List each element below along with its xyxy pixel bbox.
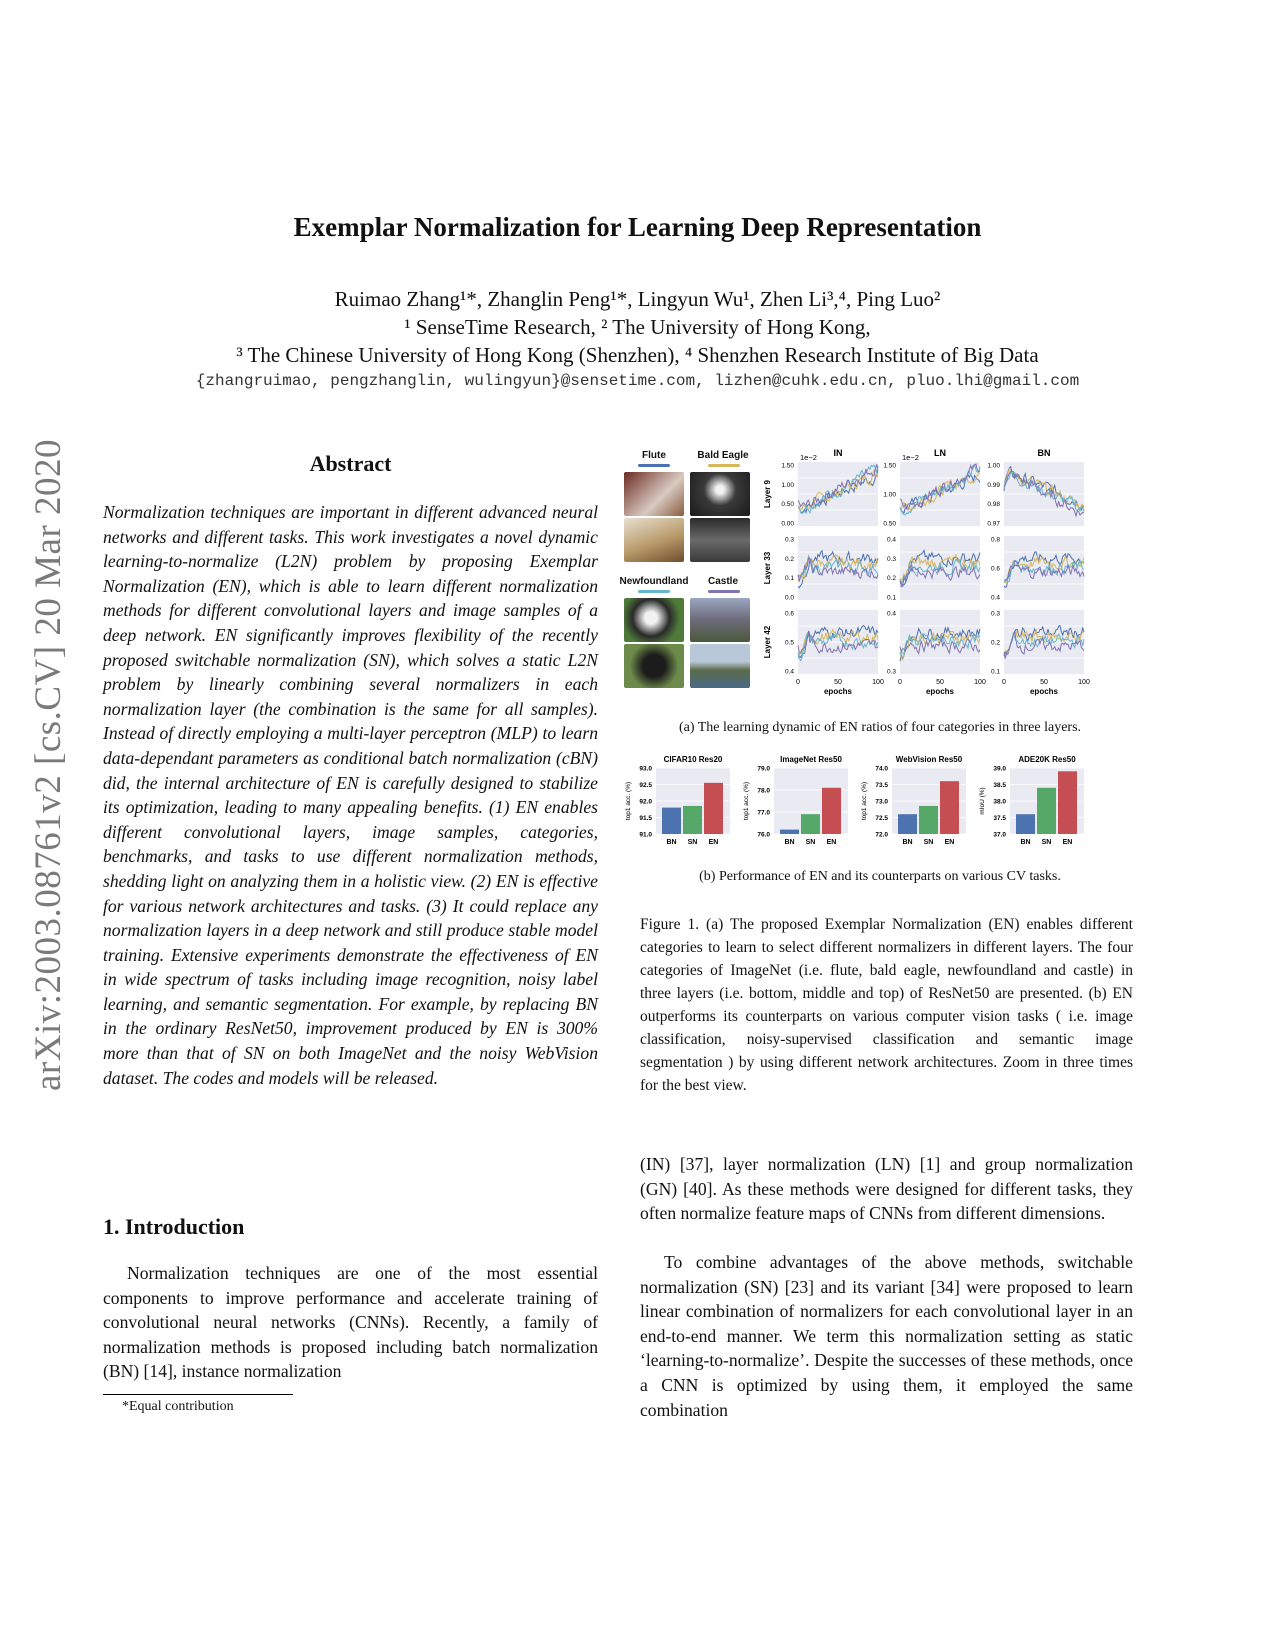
- category-swatch: [708, 464, 740, 467]
- x-tick-label: BN: [1020, 839, 1031, 846]
- x-tick-label: EN: [1062, 839, 1073, 846]
- x-tick-label: SN: [687, 839, 698, 846]
- y-tick-label: 39.0: [993, 765, 1006, 773]
- abstract-text: Normalization techniques are important in different advanced neural networks and different tasks. This work investigates a novel dynamic learning-to-normalize (L2N) problem by proposing Exemplar Normalization (EN), which is able to learn different normalization methods for different convolutional layers and image samples of a deep network. EN significantly improves flexibility of the recently proposed switchable normalization (SN), which solves a static L2N problem by linearly combining several normalizers in each normalization layer (the combination is the same for all samples). Instead of directly employing a multi-layer perceptron (MLP) to learn data-dependant parameters as conditional batch normalization (cBN) did, the internal architecture of EN is carefully designed to stabilize its optimization, leading to many appealing benefits. (1) EN enables different convolutional layers, image samples, categories, benchmarks, and tasks to use different normalization methods, shedding light on analyzing them in a holistic view. (2) EN is effective for various network architectures and tasks. (3) It could replace any normalization layers in a deep network and still produce stable model training. Extensive experiments demonstrate the effectiveness of EN in wide spectrum of tasks including image recognition, noisy label learning, and semantic segmentation. For example, by replacing BN in the ordinary ResNet50, improvement produced by EN is 300% more than that of SN on both ImageNet and the noisy WebVision dataset. The codes and models will be released.: [103, 502, 598, 1088]
- category-label-castle: Castle: [707, 576, 738, 587]
- y-tick-label: 0.3: [990, 610, 1000, 618]
- scale-note: 1e−2: [902, 453, 919, 462]
- x-tick-label: 0: [796, 679, 800, 686]
- x-tick-label: BN: [784, 839, 795, 846]
- y-tick-label: 0.0: [784, 594, 794, 602]
- x-tick-label: BN: [666, 839, 677, 846]
- y-tick-label: 92.0: [639, 798, 652, 806]
- y-tick-label: 0.2: [886, 575, 896, 583]
- y-tick-label: 76.0: [757, 831, 770, 839]
- y-tick-label: 79.0: [757, 765, 770, 773]
- bar-en: [940, 781, 959, 834]
- right-column-paragraph-2: To combine advantages of the above methods, switchable normalization (SN) [23] and its variant [34] were proposed to learn linear combination of normalizers for each convolutional layer in an end-to-end manner. We term this normalization setting as static ‘learning-to-normalize’. Despite the successes of these methods, once a CNN is optimized by using them, it employed the same combination: [640, 1252, 1133, 1420]
- column-title: LN: [934, 448, 946, 458]
- y-tick-label: 91.0: [639, 831, 652, 839]
- x-tick-label: 0: [898, 679, 902, 686]
- bar-bn: [780, 830, 799, 834]
- y-tick-label: 1.50: [781, 462, 794, 470]
- scale-note: 1e−2: [800, 453, 817, 462]
- row-label: Layer 9: [763, 479, 772, 509]
- bar-sn: [1037, 788, 1056, 834]
- bar-bn: [1016, 814, 1035, 834]
- affiliation-line-2: ³ The Chinese University of Hong Kong (Shenzhen), ⁴ Shenzhen Research Institute of Big Data: [236, 343, 1039, 367]
- y-tick-label: 0.6: [784, 610, 794, 618]
- author-names: Ruimao Zhang¹*, Zhanglin Peng¹*, Lingyun Wu¹, Zhen Li³,⁴, Ping Luo²: [334, 287, 941, 311]
- y-tick-label: 0.99: [987, 481, 1000, 489]
- x-tick-label: 100: [974, 679, 986, 686]
- y-tick-label: 0.3: [886, 555, 896, 563]
- bar-chart-title: WebVision Res50: [895, 755, 963, 764]
- x-axis-label: epochs: [925, 687, 955, 696]
- y-axis-label: top1 acc. (%): [743, 781, 750, 821]
- column-title: BN: [1037, 448, 1051, 458]
- y-axis-label: mIoU (%): [979, 787, 986, 815]
- x-tick-label: 50: [1040, 679, 1048, 686]
- bar-bn: [662, 808, 681, 834]
- x-tick-label: 100: [872, 679, 884, 686]
- author-emails: {zhangruimao, pengzhanglin, wulingyun}@sensetime.com, lizhen@cuhk.edu.cn, pluo.lhi@gmail.com: [195, 372, 1080, 390]
- y-tick-label: 37.5: [993, 815, 1006, 822]
- x-axis-label: epochs: [1029, 687, 1059, 696]
- figure-1a-categories: [619, 448, 764, 698]
- bar-chart-title: ImageNet Res50: [780, 755, 842, 764]
- bar-chart-title: CIFAR10 Res20: [663, 755, 723, 764]
- y-tick-label: 0.2: [990, 639, 1000, 647]
- y-tick-label: 0.50: [883, 520, 896, 528]
- y-tick-label: 91.5: [639, 815, 652, 822]
- x-tick-label: 50: [936, 679, 944, 686]
- x-tick-label: 100: [1078, 679, 1090, 686]
- category-label-bald-eagle: Bald Eagle: [697, 450, 749, 461]
- newfoundland-image-2: [624, 644, 684, 688]
- y-tick-label: 0.4: [886, 610, 896, 618]
- y-tick-label: 0.5: [784, 639, 794, 647]
- category-swatch: [638, 464, 670, 467]
- column-title: IN: [833, 448, 843, 458]
- y-tick-label: 1.50: [883, 462, 896, 470]
- category-label-newfoundland: Newfoundland: [619, 576, 689, 587]
- y-tick-label: 0.3: [784, 536, 794, 544]
- y-tick-label: 93.0: [639, 765, 652, 773]
- bar-sn: [801, 814, 820, 834]
- footnote: *Equal contribution: [122, 1399, 234, 1414]
- y-tick-label: 1.00: [781, 481, 794, 489]
- right-column-paragraph-1: (IN) [37], layer normalization (LN) [1] and group normalization (GN) [40]. As these methods were designed for different tasks, they often normalize feature maps of CNNs from different dimensions.: [640, 1154, 1133, 1224]
- y-tick-label: 1.00: [883, 491, 896, 499]
- category-label-flute: Flute: [642, 450, 666, 461]
- abstract-heading: Abstract: [309, 451, 392, 476]
- y-tick-label: 0.2: [784, 555, 794, 563]
- y-tick-label: 0.4: [886, 536, 896, 544]
- y-axis-label: top1 acc. (%): [625, 781, 632, 821]
- category-swatch: [638, 590, 670, 593]
- figure-1-caption: Figure 1. (a) The proposed Exemplar Normalization (EN) enables different categories to learn to select different normalizers in different layers. The four categories of ImageNet (i.e. flute, bald eagle, newfoundland and castle) in three layers (i.e. bottom, middle and top) of ResNet50 are presented. (b) EN outperforms its counterparts on various computer vision tasks ( i.e. image classification, noisy-supervised classification and semantic image segmentation ) by using different network architectures. Zoom in three times for the best view.: [640, 916, 1133, 1094]
- category-swatch: [708, 590, 740, 593]
- y-tick-label: 1.00: [987, 462, 1000, 470]
- castle-image-1: [690, 598, 750, 642]
- x-tick-label: 50: [834, 679, 842, 686]
- bar-en: [704, 783, 723, 834]
- bar-en: [822, 788, 841, 834]
- y-axis-label: top1 acc. (%): [861, 781, 868, 821]
- y-tick-label: 78.0: [757, 787, 770, 795]
- y-tick-label: 0.3: [886, 668, 896, 676]
- eagle-image-2: [690, 518, 750, 562]
- x-tick-label: SN: [805, 839, 816, 846]
- y-tick-label: 77.0: [757, 809, 770, 817]
- flute-image-1: [624, 472, 684, 516]
- figure-1b-bar-charts: [620, 752, 1140, 856]
- bar-chart-title: ADE20K Res50: [1018, 755, 1076, 764]
- y-tick-label: 0.6: [990, 565, 1000, 573]
- intro-heading: 1. Introduction: [103, 1214, 245, 1239]
- y-tick-label: 72.5: [875, 815, 888, 822]
- y-tick-label: 0.97: [987, 520, 1000, 528]
- y-tick-label: 72.0: [875, 831, 888, 839]
- figure-1a-line-charts: [760, 444, 1140, 706]
- paper-title: Exemplar Normalization for Learning Deep Representation: [293, 212, 982, 242]
- bar-sn: [683, 806, 702, 834]
- x-axis-label: epochs: [823, 687, 853, 696]
- y-tick-label: 0.1: [990, 668, 1000, 676]
- y-tick-label: 0.4: [784, 668, 794, 676]
- y-tick-label: 73.5: [875, 782, 888, 789]
- x-tick-label: EN: [944, 839, 955, 846]
- y-tick-label: 73.0: [875, 798, 888, 806]
- subcaption-a: (a) The learning dynamic of EN ratios of four categories in three layers.: [678, 720, 1082, 735]
- y-tick-label: 0.1: [886, 594, 896, 602]
- y-tick-label: 92.5: [639, 782, 652, 789]
- flute-image-2: [624, 518, 684, 562]
- author-block: [0, 285, 1275, 369]
- intro-paragraph: Normalization techniques are one of the most essential components to improve performance and accelerate training of convolutional neural networks (CNNs). Recently, a family of normalization methods is proposed including batch normalization (BN) [14], instance normalization: [103, 1263, 598, 1382]
- affiliation-line-1: ¹ SenseTime Research, ² The University of Hong Kong,: [404, 315, 871, 339]
- y-tick-label: 37.0: [993, 831, 1006, 839]
- subcaption-b: (b) Performance of EN and its counterparts on various CV tasks.: [699, 869, 1061, 884]
- x-tick-label: EN: [826, 839, 837, 846]
- y-tick-label: 38.0: [993, 798, 1006, 806]
- y-tick-label: 0.1: [784, 575, 794, 583]
- x-tick-label: EN: [708, 839, 719, 846]
- x-tick-label: SN: [1041, 839, 1052, 846]
- row-label: Layer 33: [763, 551, 772, 585]
- eagle-image-1: [690, 472, 750, 516]
- y-tick-label: 0.4: [990, 594, 1000, 602]
- x-tick-label: 0: [1002, 679, 1006, 686]
- newfoundland-image-1: [624, 598, 684, 642]
- bar-sn: [919, 806, 938, 834]
- y-tick-label: 0.8: [990, 536, 1000, 544]
- y-tick-label: 74.0: [875, 765, 888, 773]
- castle-image-2: [690, 644, 750, 688]
- bar-en: [1058, 771, 1077, 834]
- row-label: Layer 42: [763, 625, 772, 659]
- x-tick-label: SN: [923, 839, 934, 846]
- y-tick-label: 38.5: [993, 782, 1006, 789]
- footnote-rule: [103, 1394, 293, 1395]
- y-tick-label: 0.50: [781, 501, 794, 509]
- y-tick-label: 0.00: [781, 520, 794, 528]
- bar-bn: [898, 814, 917, 834]
- arxiv-side-label: arXiv:2003.08761v2 [cs.CV] 20 Mar 2020: [28, 438, 69, 1092]
- x-tick-label: BN: [902, 839, 913, 846]
- y-tick-label: 0.98: [987, 501, 1000, 509]
